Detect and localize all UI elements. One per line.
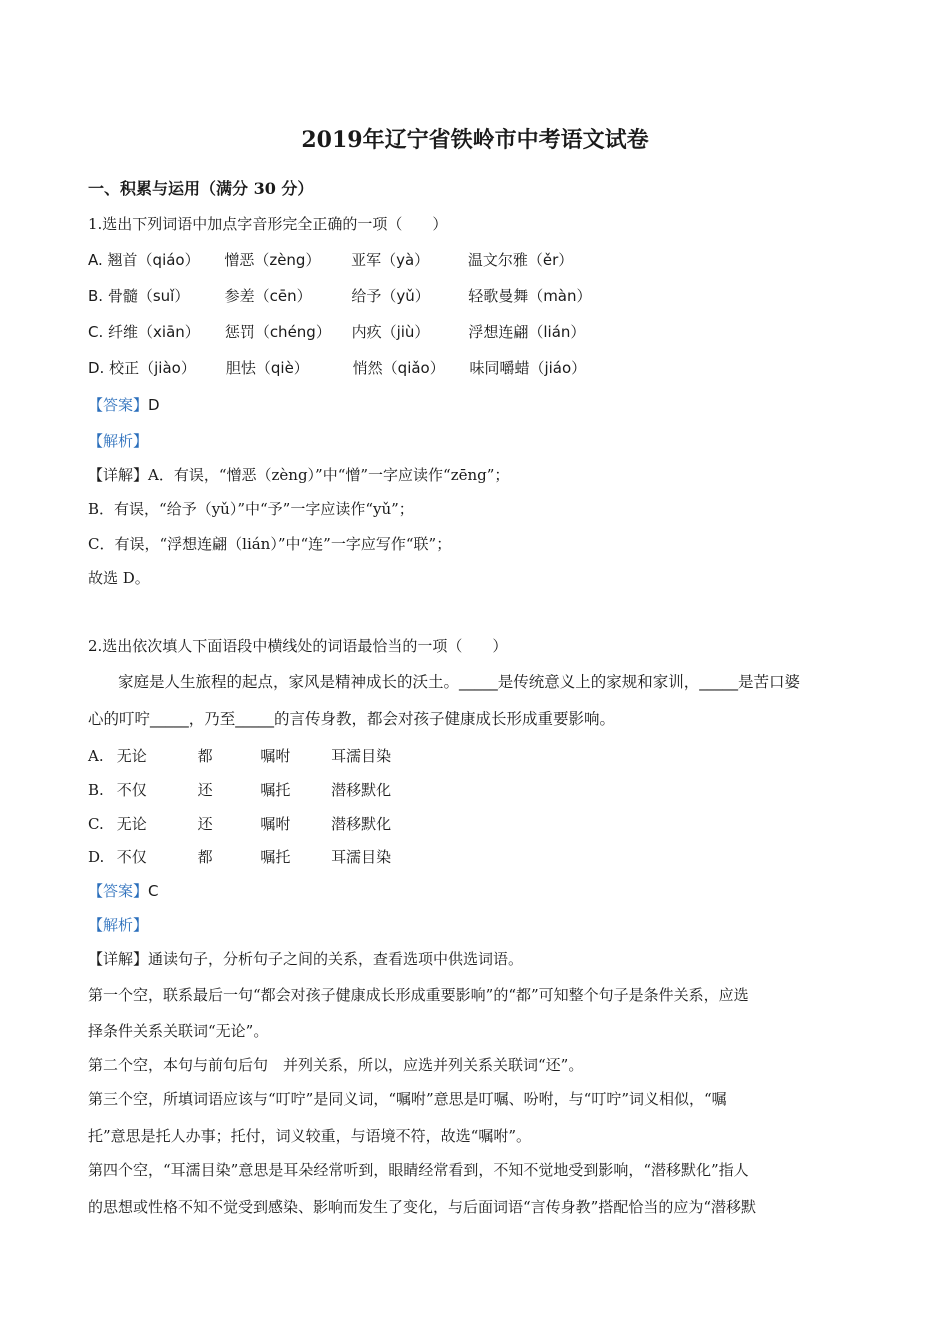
question-2-option-a	[88, 745, 391, 767]
option-item: 潜移默化	[331, 781, 392, 799]
option-item: 嘱托	[260, 848, 291, 866]
option-item: 无论	[116, 815, 147, 833]
answer-tag: 【答案】	[88, 882, 149, 900]
question-2-detail: 第三个空，所填词语应该与“叮咛”是同义词，“嘱咐”意思是叮嘱、吩咐，与“叮咛”词义相似，“嘱	[88, 1090, 727, 1108]
option-item: 纤维（xiān）	[108, 323, 200, 341]
option-item: 给予（yǔ）	[351, 287, 430, 305]
option-item: 悄然（qiǎo）	[352, 359, 445, 377]
question-2-passage-line-2: 心的叮咛_____，乃至_____的言传身教，都会对孩子健康成长形成重要影响。	[88, 710, 616, 728]
option-item: 惩罚（chéng）	[224, 323, 331, 341]
answer-value: C	[148, 882, 159, 900]
option-item: 耳濡目染	[331, 747, 392, 765]
option-item: 味同嚼蜡（jiáo）	[469, 359, 587, 377]
option-item: 无论	[116, 747, 147, 765]
question-2-option-c	[88, 813, 391, 835]
option-item: 亚军（yà）	[351, 251, 430, 269]
question-2-option-b	[88, 779, 391, 801]
option-label: A.	[88, 251, 103, 269]
question-2-detail: 第四个空，“耳濡目染”意思是耳朵经常听到，眼睛经常看到，不知不觉地受到影响，“潜移默化”指人	[88, 1161, 749, 1179]
option-item: 胆怯（qiè）	[225, 359, 309, 377]
question-1-detail: 【详解】A．有误，“憎恶（zèng）”中“憎”一字应读作“zēng”；	[88, 466, 510, 484]
question-1-stem: 1.选出下列词语中加点字音形完全正确的一项（ ）	[88, 215, 448, 233]
option-item: 还	[197, 781, 213, 799]
option-label: B.	[88, 781, 104, 799]
answer-tag: 【答案】	[88, 396, 149, 414]
option-item: 都	[197, 848, 213, 866]
option-item: 翘首（qiáo）	[107, 251, 200, 269]
answer-value: D	[148, 396, 160, 414]
option-item: 耳濡目染	[331, 848, 392, 866]
section-heading: 一、积累与运用（满分 30 分）	[88, 179, 314, 198]
question-2-option-d	[88, 846, 391, 868]
question-1-option-c	[88, 321, 585, 343]
option-item: 参差（cēn）	[224, 287, 312, 305]
option-item: 还	[197, 815, 213, 833]
option-item: 轻歌曼舞（màn）	[468, 287, 592, 305]
question-1-option-d	[88, 357, 586, 379]
option-label: D.	[88, 359, 105, 377]
question-1-detail: B．有误，“给予（yǔ）”中“予”一字应读作“yǔ”；	[88, 500, 414, 518]
question-2-answer	[88, 880, 159, 902]
page-title: 2019年辽宁省铁岭市中考语文试卷	[301, 127, 649, 153]
option-label: C.	[88, 815, 104, 833]
option-item: 憎恶（zèng）	[224, 251, 321, 269]
option-item: 温文尔雅（ěr）	[467, 251, 574, 269]
option-item: 都	[197, 747, 213, 765]
question-1-option-a	[88, 249, 573, 271]
question-1-option-b	[88, 285, 592, 307]
option-item: 浮想连翩（lián）	[468, 323, 586, 341]
question-2-detail: 的思想或性格不知不觉受到感染、影响而发生了变化，与后面词语“言传身教”搭配恰当的应为“潜移默	[88, 1198, 757, 1216]
question-2-detail: 第二个空，本句与前句后句 并列关系，所以，应选并列关系关联词“还”。	[88, 1056, 584, 1074]
option-item: 校正（jiào）	[109, 359, 196, 377]
question-2-detail: 托”意思是托人办事；托付，词义较重，与语境不符，故选“嘱咐”。	[88, 1127, 532, 1145]
option-item: 嘱咐	[260, 815, 291, 833]
option-item: 潜移默化	[331, 815, 392, 833]
option-item: 嘱咐	[260, 747, 291, 765]
question-2-detail: 择条件关系关联词“无论”。	[88, 1022, 269, 1040]
question-1-detail: C．有误，“浮想连翩（lián）”中“连”一字应写作“联”；	[88, 535, 452, 553]
question-2-detail: 【详解】通读句子，分析句子之间的关系，查看选项中供选词语。	[88, 950, 524, 968]
option-label: A.	[88, 747, 104, 765]
question-2-passage-line-1: 家庭是人生旅程的起点，家风是精神成长的沃土。_____是传统意义上的家规和家训，_____是苦口婆	[118, 673, 801, 691]
question-2-detail: 第一个空，联系最后一句“都会对孩子健康成长形成重要影响”的“都”可知整个句子是条件关系，应选	[88, 986, 749, 1004]
option-item: 嘱托	[260, 781, 291, 799]
option-item: 内疚（jiù）	[351, 323, 430, 341]
option-item: 不仅	[116, 781, 147, 799]
option-label: B.	[88, 287, 104, 305]
question-1-answer	[88, 394, 160, 416]
option-label: C.	[88, 323, 104, 341]
question-2-stem: 2.选出依次填人下面语段中横线处的词语最恰当的一项（ ）	[88, 637, 508, 655]
option-item: 骨髓（suǐ）	[107, 287, 190, 305]
question-2-analysis-tag: 【解析】	[88, 916, 149, 934]
option-item: 不仅	[116, 848, 147, 866]
option-label: D.	[88, 848, 105, 866]
question-1-detail: 故选 D。	[88, 569, 150, 587]
question-1-analysis-tag: 【解析】	[88, 432, 149, 450]
